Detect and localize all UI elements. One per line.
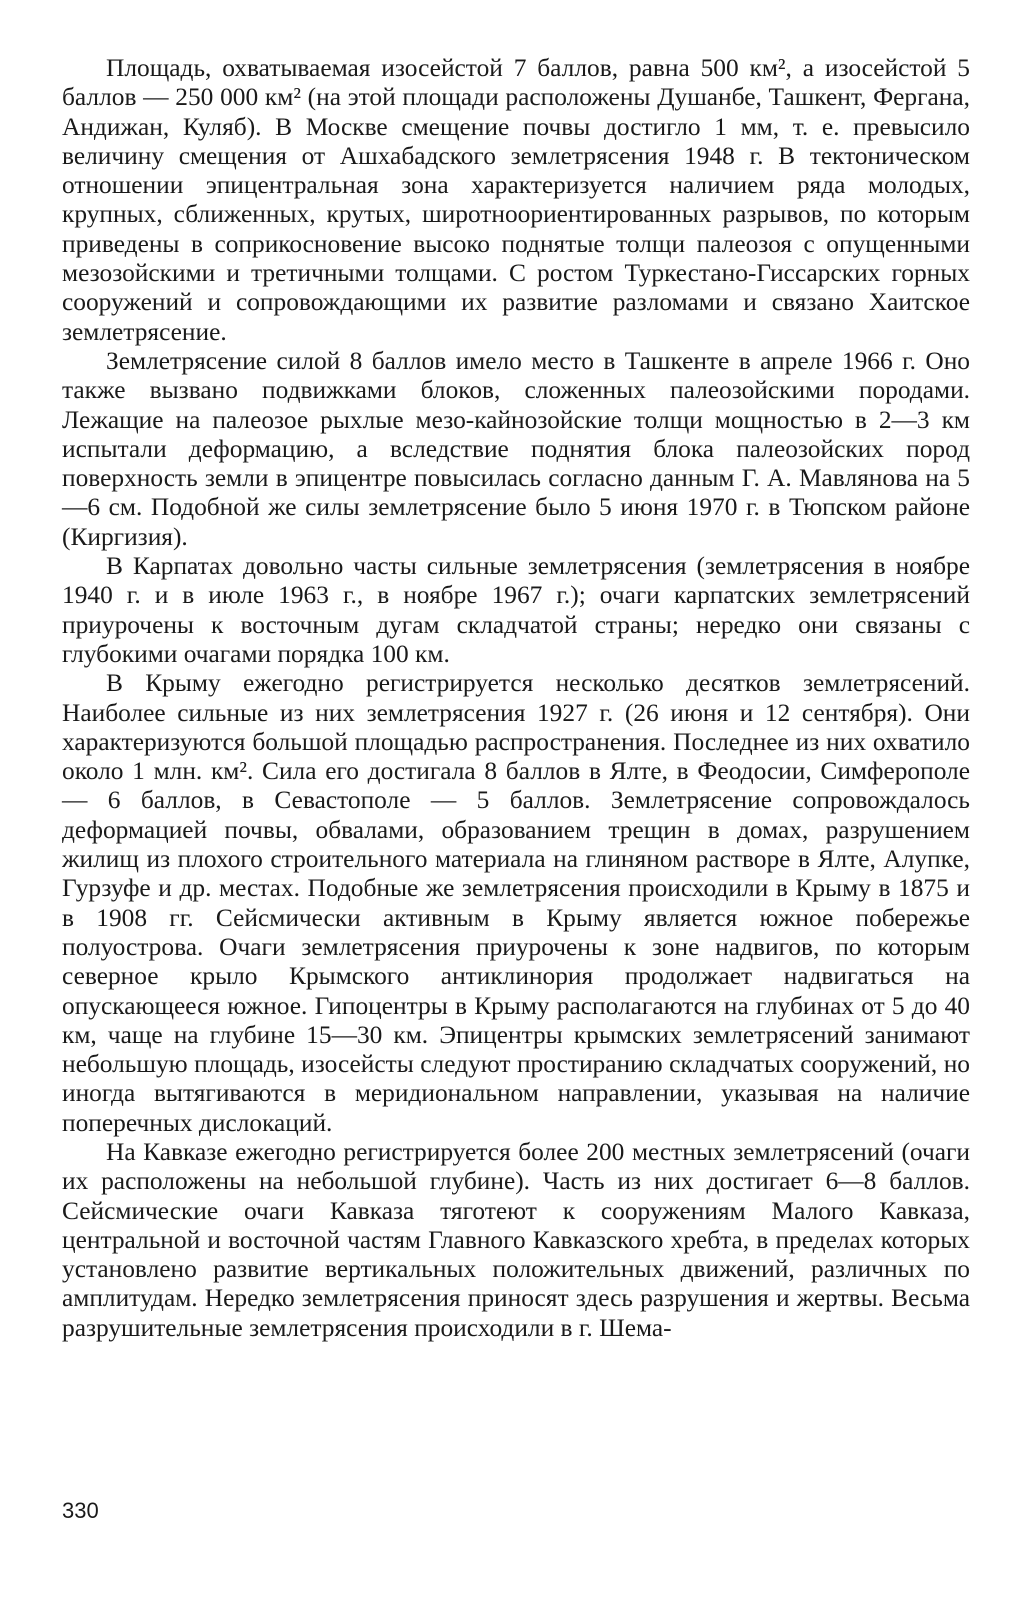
paragraph-3: В Карпатах довольно часты сильные землетрясения (землетрясения в ноябре 1940 г. и в июле 1963 г., в ноябре 1967 г.); очаги карпатских землетрясений приурочены к восточным дугам складчатой страны; нередко они связаны с глубокими очагами порядка 100 км. <box>62 552 970 668</box>
page-body <box>62 54 970 1343</box>
paragraph-4: В Крыму ежегодно регистрируется несколько десятков землетрясений. Наиболее сильные из них землетрясения 1927 г. (26 июня и 12 сентября). Они характеризуются большой площадью распространения. Последнее из них охватило около 1 млн. км². Сила его достигала 8 баллов в Ялте, в Феодосии, Симферополе — 6 баллов, в Севастополе — 5 баллов. Землетрясение сопровождалось деформацией почвы, обвалами, образованием трещин в домах, разрушением жилищ из плохого строительного материала на глиняном растворе в Ялте, Алупке, Гурзуфе и др. местах. Подобные же землетрясения происходили в Крыму в 1875 и в 1908 гг. Сейсмически активным в Крыму является южное побережье полуострова. Очаги землетрясения приурочены к зоне надвигов, по которым северное крыло Крымского антиклинория продолжает надвигаться на опускающееся южное. Гипоцентры в Крыму располагаются на глубинах от 5 до 40 км, чаще на глубине 15—30 км. Эпицентры крымских землетрясений занимают небольшую площадь, изосейсты следуют простиранию складчатых сооружений, но иногда вытягиваются в меридиональном направлении, указывая на наличие поперечных дислокаций. <box>62 669 970 1137</box>
paragraph-1: Площадь, охватываемая изосейстой 7 баллов, равна 500 км², а изосейстой 5 баллов — 250 000 км² (на этой площади расположены Душанбе, Ташкент, Фергана, Андижан, Куляб). В Москве смещение почвы достигло 1 мм, т. е. превысило величину смещения от Ашхабадского землетрясения 1948 г. В тектоническом отношении эпицентральная зона характеризуется наличием ряда молодых, крупных, сближенных, крутых, широтноориентированных разрывов, по которым приведены в соприкосновение высоко поднятые толщи палеозоя с опущенными мезозойскими и третичными толщами. С ростом Туркестано-Гиссарских горных сооружений и сопровождающими их развитие разломами и связано Хаитское землетрясение. <box>62 54 970 346</box>
page-number: 330 <box>62 1498 99 1523</box>
paragraph-2: Землетрясение силой 8 баллов имело место в Ташкенте в апреле 1966 г. Оно также вызвано подвижками блоков, сложенных палеозойскими породами. Лежащие на палеозое рыхлые мезо-кайнозойские толщи мощностью в 2—3 км испытали деформацию, а вследствие поднятия блока палеозойских пород поверхность земли в эпицентре повысилась согласно данным Г. А. Мавлянова на 5—6 см. Подобной же силы землетрясение было 5 июня 1970 г. в Тюпском районе (Киргизия). <box>62 346 970 551</box>
paragraph-5: На Кавказе ежегодно регистрируется более 200 местных землетрясений (очаги их расположены на небольшой глубине). Часть из них достигает 6—8 баллов. Сейсмические очаги Кавказа тяготеют к сооружениям Малого Кавказа, центральной и восточной частям Главного Кавказского хребта, в пределах которых установлено развитие вертикальных положительных движений, различных по амплитудам. Нередко землетрясения приносят здесь разрушения и жертвы. Весьма разрушительные землетрясения происходили в г. Шема- <box>62 1137 970 1342</box>
